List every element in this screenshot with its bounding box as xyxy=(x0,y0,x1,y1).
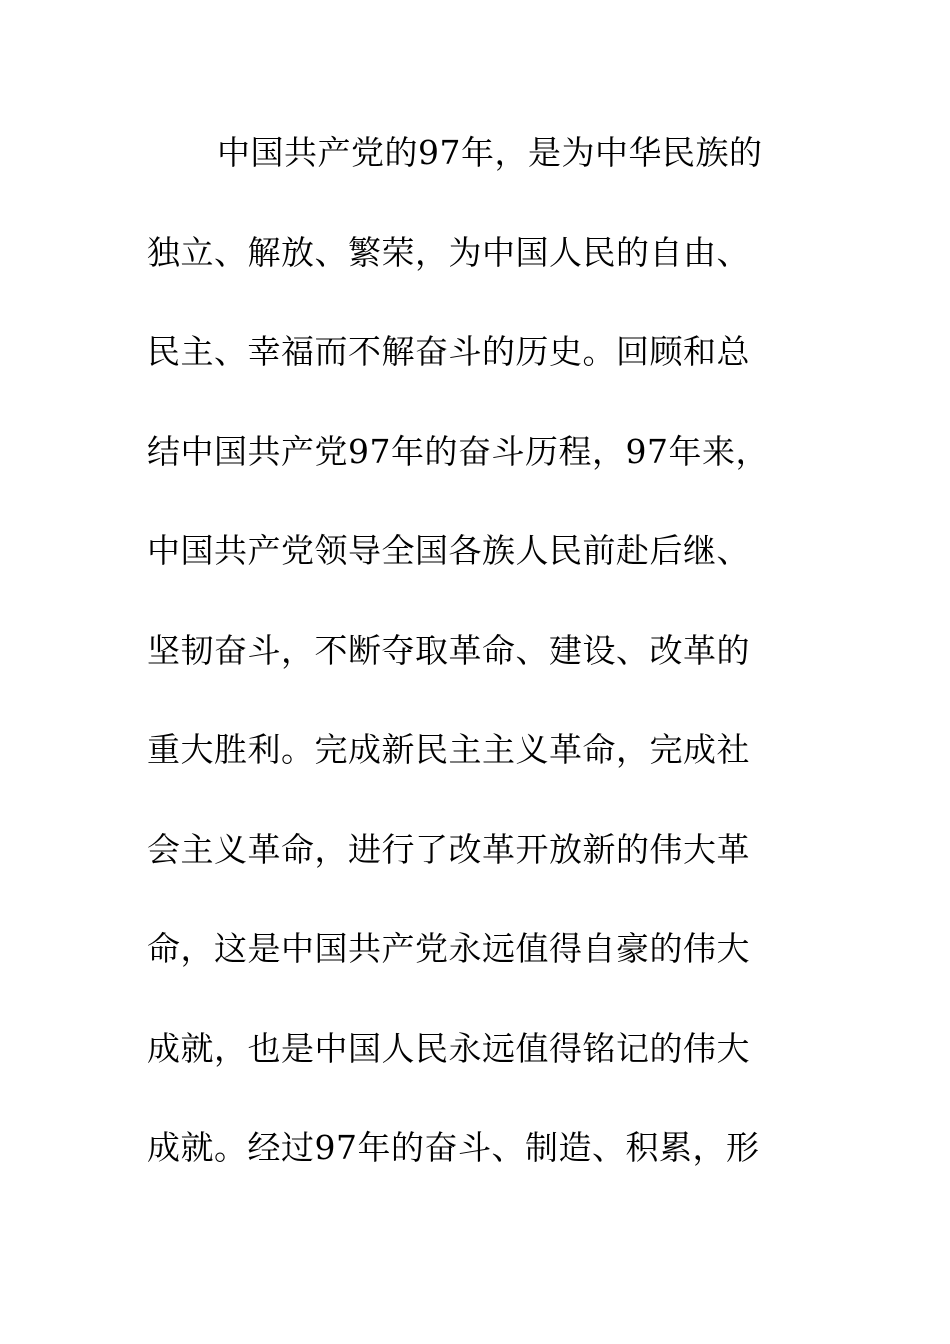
paragraph-line: 命，这是中国共产党永远值得自豪的伟大 xyxy=(147,929,750,968)
paragraph-line: 独立、解放、繁荣，为中国人民的自由、 xyxy=(147,232,750,272)
paragraph-line: 结中国共产党97年的奋斗历程，97年来， xyxy=(147,431,769,471)
paragraph-line: 民主、幸福而不解奋斗的历史。回顾和总 xyxy=(147,332,750,371)
paragraph-line: 重大胜利。完成新民主主义革命，完成社 xyxy=(147,730,750,769)
paragraph-line: 成就，也是中国人民永远值得铭记的伟大 xyxy=(147,1028,750,1068)
paragraph-line: 中国共产党领导全国各族人民前赴后继、 xyxy=(147,531,750,570)
paragraph-line: 坚韧奋斗，不断夺取革命、建设、改革的 xyxy=(147,630,750,670)
paragraph-line: 成就。经过97年的奋斗、制造、积累，形 xyxy=(147,1128,760,1167)
paragraph-line: 中国共产党的97年，是为中华民族的 xyxy=(217,133,763,172)
body-paragraph xyxy=(147,128,807,1223)
paragraph-line: 会主义革命，进行了改革开放新的伟大革 xyxy=(147,829,750,869)
